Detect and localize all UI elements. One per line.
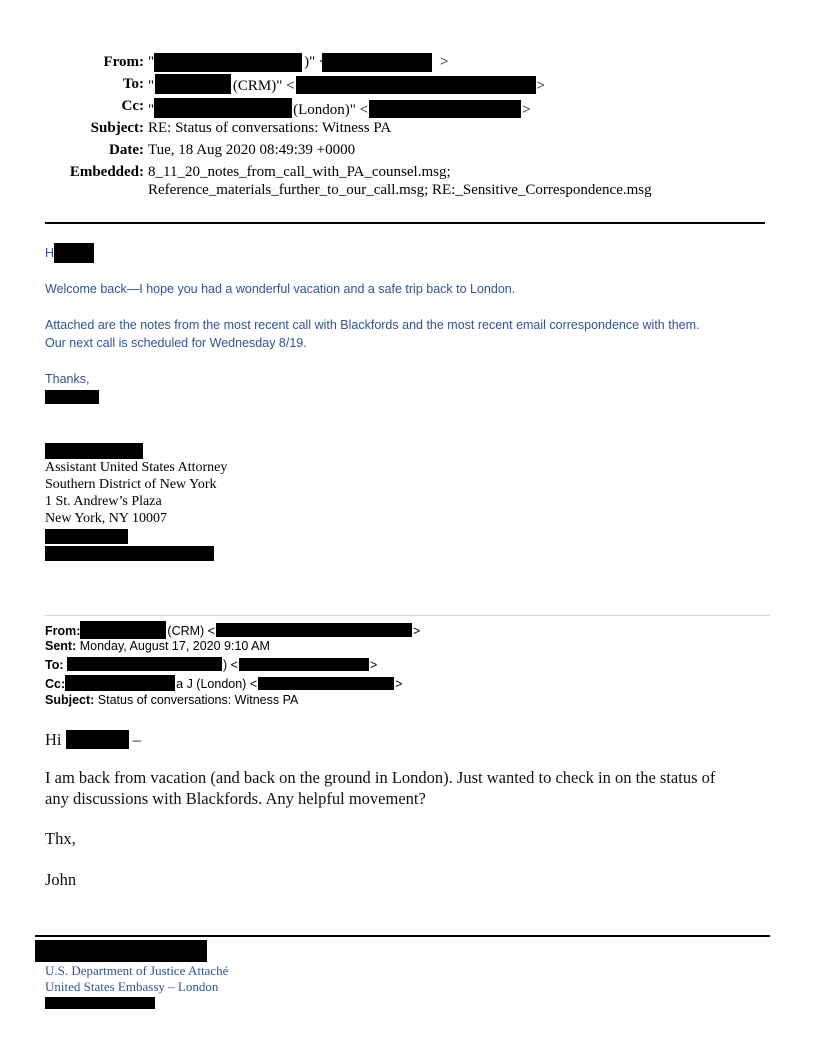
greeting: H <box>45 246 55 260</box>
redaction <box>45 546 214 561</box>
redaction <box>369 100 521 118</box>
orig-from: From: (CRM) < > <box>45 621 420 639</box>
orig-signature-line: United States Embassy – London <box>45 979 219 994</box>
orig-body-line: I am back from vacation (and back on the ground in London). Just wanted to check in on the status of <box>45 768 716 787</box>
to-label: To: <box>122 76 144 92</box>
signature-line: Assistant United States Attorney <box>45 460 228 475</box>
divider <box>35 935 770 937</box>
to-value-end: > <box>536 78 546 94</box>
redaction <box>54 243 94 263</box>
redaction <box>45 390 99 404</box>
embedded-label: Embedded: <box>69 164 144 180</box>
to-line <box>148 76 545 95</box>
redaction <box>296 76 536 94</box>
to-value: " (CRM)" < <box>148 78 295 94</box>
redaction <box>35 940 207 962</box>
redaction <box>65 675 175 691</box>
orig-closing: Thx, <box>45 829 76 848</box>
orig-name: John <box>45 870 77 889</box>
orig-cc: Cc: a J (London) < > <box>45 677 403 691</box>
greeting-line <box>45 243 94 263</box>
redaction <box>66 730 129 749</box>
redaction <box>216 623 412 637</box>
redaction <box>45 529 128 544</box>
cc-line: " (London)" < > <box>148 98 531 119</box>
redaction <box>258 677 394 690</box>
from-value: " )" < > <box>148 54 449 70</box>
redaction <box>239 658 369 671</box>
redaction <box>154 98 292 118</box>
orig-greeting: Hi – <box>45 730 141 749</box>
date-label: Date: <box>109 142 144 158</box>
cc-value: (London)" < <box>293 102 369 118</box>
cc-value-end: > <box>522 102 531 118</box>
orig-sent: Sent: Monday, August 17, 2020 9:10 AM <box>45 639 270 653</box>
signature-line: Southern District of New York <box>45 477 217 492</box>
closing: Thanks, <box>45 372 90 386</box>
divider <box>45 222 765 224</box>
from-label: From: <box>103 54 144 70</box>
orig-to: To: ) < > <box>45 658 378 672</box>
signature-line: New York, NY 10007 <box>45 511 167 526</box>
redaction <box>67 657 222 671</box>
redaction <box>80 621 166 639</box>
orig-signature-line: U.S. Department of Justice Attaché <box>45 963 229 978</box>
body-line: Our next call is scheduled for Wednesday 8/19. <box>45 336 307 350</box>
orig-body-line: any discussions with Blackfords. Any helpful movement? <box>45 789 426 808</box>
body-line: Attached are the notes from the most recent call with Blackfords and the most recent email correspondence with them. <box>45 318 700 332</box>
signature-line: 1 St. Andrew’s Plaza <box>45 494 162 509</box>
orig-subject: Subject: Status of conversations: Witness PA <box>45 693 299 707</box>
redaction <box>45 443 143 459</box>
body-line: Welcome back—I hope you had a wonderful vacation and a safe trip back to London. <box>45 282 516 296</box>
embedded-attachment-1[interactable]: 8_11_20_notes_from_call_with_PA_counsel.msg; <box>148 164 451 180</box>
subject-value: RE: Status of conversations: Witness PA <box>148 120 392 136</box>
subject-label: Subject: <box>90 120 144 136</box>
redaction <box>45 997 155 1009</box>
cc-label: Cc: <box>121 98 144 114</box>
date-value: Tue, 18 Aug 2020 08:49:39 +0000 <box>148 142 356 158</box>
embedded-attachment-2[interactable]: Reference_materials_further_to_our_call.msg; RE:_Sensitive_Correspondence.msg <box>148 182 652 198</box>
divider <box>45 615 770 616</box>
